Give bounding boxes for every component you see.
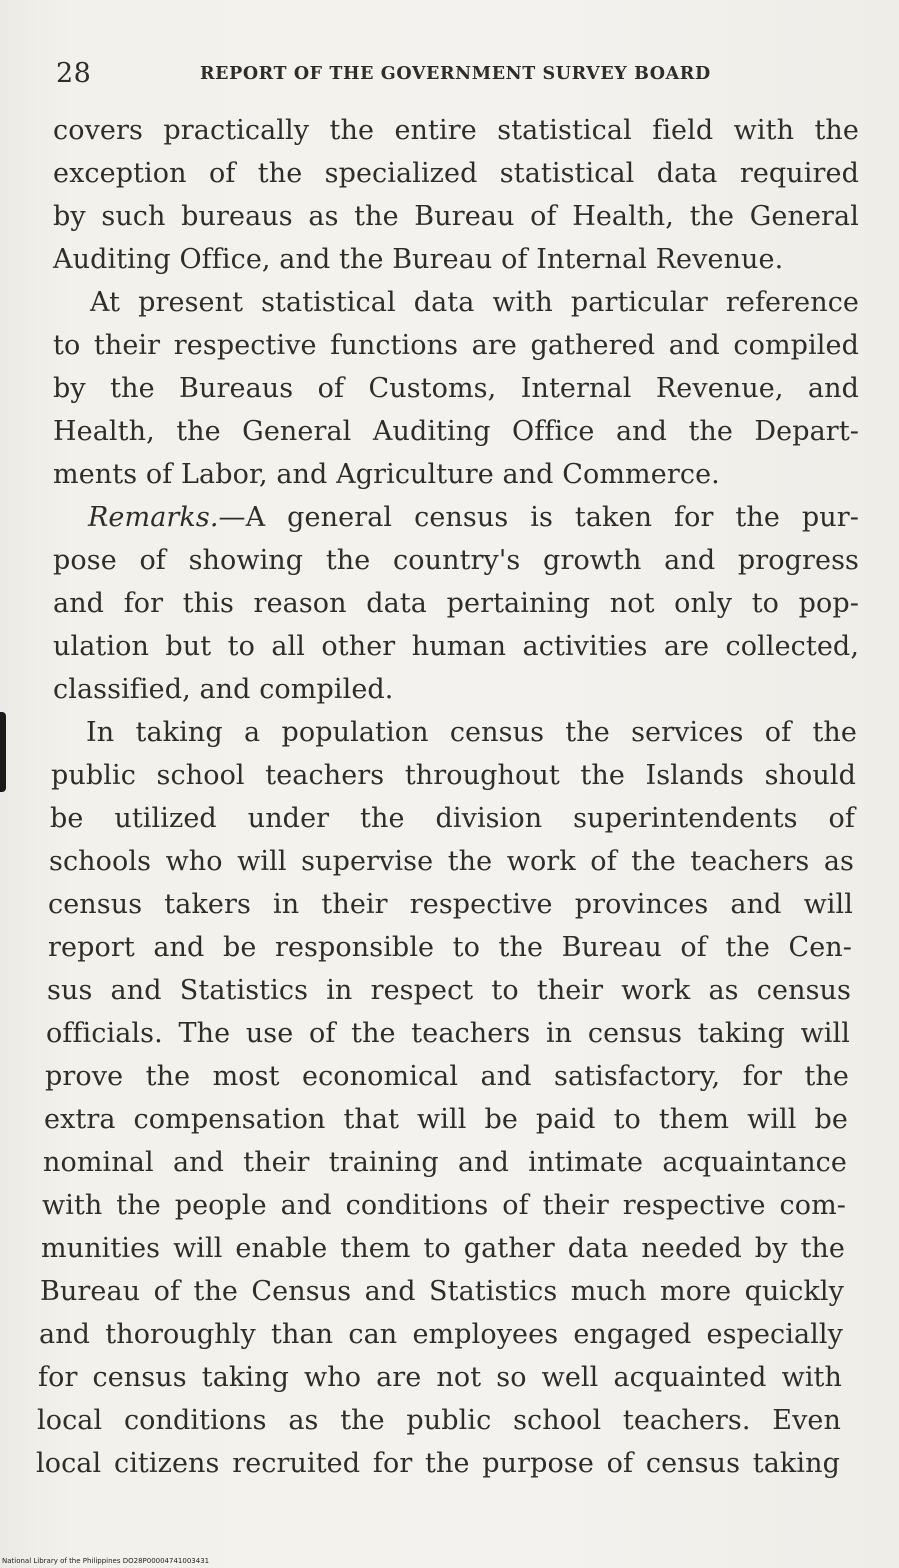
text-line: to their respective functions are gathered and compiled bbox=[53, 330, 859, 361]
text-line: officials. The use of the teachers in census taking will bbox=[46, 1018, 850, 1049]
text-line: be utilized under the division superintendents of bbox=[50, 803, 855, 834]
text-line: In taking a population census the services of the bbox=[86, 717, 857, 748]
text-line: schools who will supervise the work of the teachers as bbox=[49, 846, 854, 877]
scan-footer: National Library of the Philippines DO28P00004741003431 bbox=[2, 1557, 210, 1565]
running-head: REPORT OF THE GOVERNMENT SURVEY BOARD bbox=[200, 64, 711, 84]
scan-edge-mark bbox=[0, 712, 6, 792]
text-line: sus and Statistics in respect to their work as census bbox=[47, 975, 851, 1006]
text-line: covers practically the entire statistical field with the bbox=[53, 115, 859, 146]
text-line: census takers in their respective provinces and will bbox=[48, 889, 853, 920]
text-line: exception of the specialized statistical data required bbox=[53, 158, 859, 189]
text-line: public school teachers throughout the Islands should bbox=[51, 760, 856, 791]
text-line: for census taking who are not so well acquainted with bbox=[38, 1362, 842, 1393]
text-line: extra compensation that will be paid to them will be bbox=[44, 1104, 848, 1135]
text-line: Auditing Office, and the Bureau of Internal Revenue. bbox=[53, 244, 784, 275]
text-line: and thoroughly than can employees engaged especially bbox=[39, 1319, 843, 1350]
text-line: ments of Labor, and Agriculture and Commerce. bbox=[53, 459, 720, 490]
text-line: Bureau of the Census and Statistics much more quickly bbox=[40, 1276, 844, 1307]
text-line: pose of showing the country's growth and progress bbox=[53, 545, 859, 576]
text-line: nominal and their training and intimate acquaintance bbox=[43, 1147, 847, 1178]
remarks-line bbox=[88, 501, 859, 537]
text-line: by such bureaus as the Bureau of Health, the General bbox=[53, 201, 859, 232]
text-line: report and be responsible to the Bureau of the Cen- bbox=[48, 932, 852, 963]
text-line: classified, and compiled. bbox=[53, 674, 394, 705]
text-line: At present statistical data with particular reference bbox=[90, 287, 859, 318]
text-line: by the Bureaus of Customs, Internal Revenue, and bbox=[53, 373, 859, 404]
remarks-text: —A general census is taken for the pur- bbox=[218, 502, 859, 533]
text-line: munities will enable them to gather data needed by the bbox=[41, 1233, 845, 1264]
remarks-label: Remarks. bbox=[88, 502, 219, 533]
text-line: Health, the General Auditing Office and the Depart- bbox=[53, 416, 859, 447]
page-number: 28 bbox=[56, 58, 92, 89]
text-line: ulation but to all other human activities are collected, bbox=[53, 631, 859, 662]
text-line: and for this reason data pertaining not only to pop- bbox=[53, 588, 859, 619]
text-line: prove the most economical and satisfactory, for the bbox=[45, 1061, 849, 1092]
text-line: local conditions as the public school teachers. Even bbox=[37, 1405, 841, 1436]
page-header bbox=[56, 58, 856, 92]
text-line: local citizens recruited for the purpose of census taking bbox=[36, 1448, 840, 1479]
text-line: with the people and conditions of their respective com- bbox=[42, 1190, 846, 1221]
